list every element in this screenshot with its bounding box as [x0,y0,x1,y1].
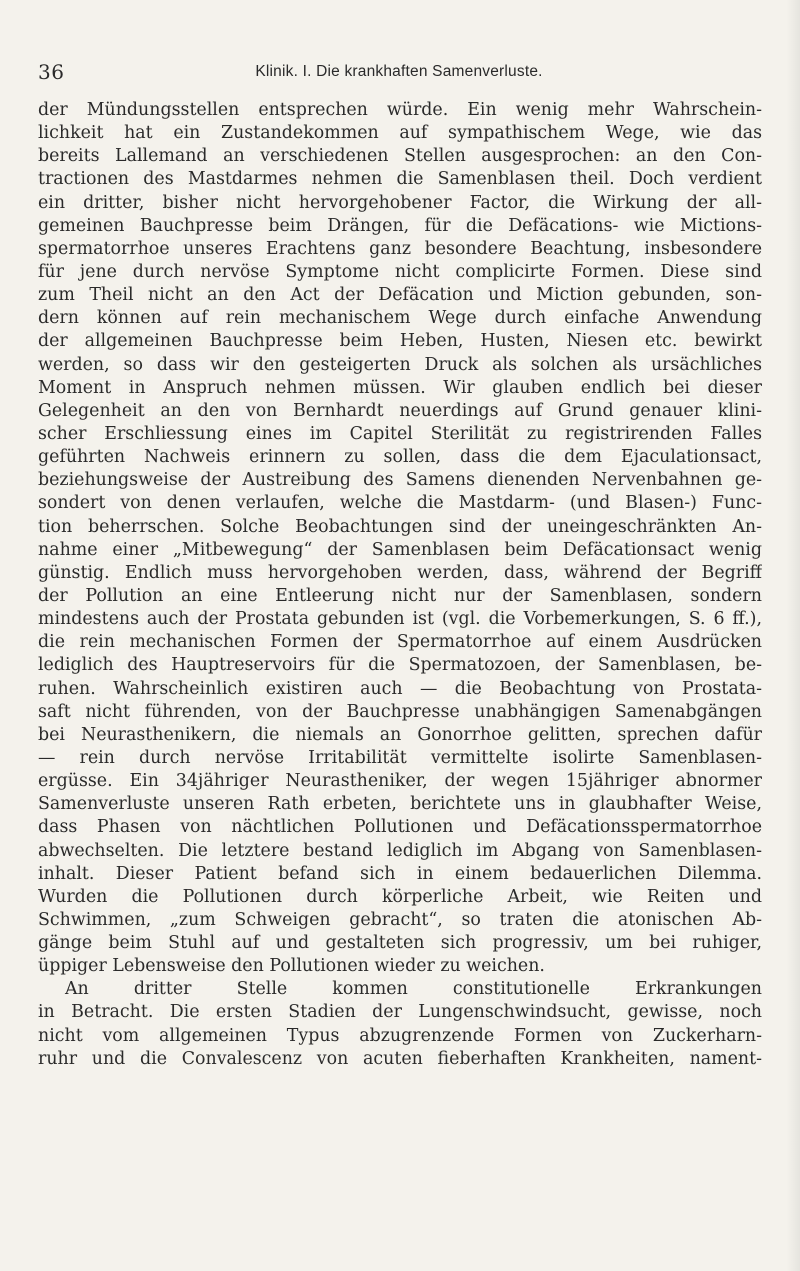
text-line: ruhr und die Convalescenz von acuten fieberhaften Krankheiten, nament- [38,1048,762,1069]
text-line: der Pollution an eine Entleerung nicht nur der Samenblasen, sondern [38,585,762,606]
text-line: bereits Lallemand an verschiedenen Stellen ausgesprochen: an den Con- [38,146,762,167]
text-line: dern können auf rein mechanischem Wege durch einfache Anwendung [38,308,762,329]
text-line: tion beherrschen. Solche Beobachtungen sind der uneingeschränkten An- [38,516,762,537]
text-line: — rein durch nervöse Irritabilität vermittelte isolirte Samenblasen- [38,747,762,768]
text-line: ruhen. Wahrscheinlich existiren auch — die Beobachtung von Prostata- [38,678,762,699]
running-head: Klinik. I. Die krankhaften Samenverluste. [255,63,543,80]
text-line: lediglich des Hauptreservoirs für die Spermatozoen, der Samenblasen, be- [38,655,762,676]
text-line: beziehungsweise der Austreibung des Samens dienenden Nervenbahnen ge- [38,470,762,491]
text-line: der allgemeinen Bauchpresse beim Heben, Husten, Niesen etc. bewirkt [38,331,762,352]
text-line: tractionen des Mastdarmes nehmen die Samenblasen theil. Doch verdient [38,169,762,190]
page-number: 36 [38,60,65,84]
text-line: günstig. Endlich muss hervorgehoben werden, dass, während der Begriff [38,562,762,583]
text-line: Moment in Anspruch nehmen müssen. Wir glauben endlich bei dieser [38,377,762,398]
text-line: sondert von denen verlaufen, welche die Mastdarm- (und Blasen-) Func- [38,493,762,514]
text-line: saft nicht führenden, von der Bauchpresse unabhängigen Samenabgängen [38,701,762,722]
text-line: gänge beim Stuhl auf und gestalteten sich progressiv, um bei ruhiger, [38,933,762,954]
text-line: mindestens auch der Prostata gebunden ist (vgl. die Vorbemerkungen, S. 6 ff.), [38,609,762,630]
text-line: werden, so dass wir den gesteigerten Druck als solchen als ursächliches [38,354,762,375]
text-line: Wurden die Pollutionen durch körperliche Arbeit, wie Reiten und [38,886,762,907]
text-line: zum Theil nicht an den Act der Defäcation und Miction gebunden, son- [38,285,762,306]
text-line: scher Erschliessung eines im Capitel Sterilität zu registrirenden Falles [38,423,762,444]
text-line: gemeinen Bauchpresse beim Drängen, für die Defäcations- wie Mictions- [38,215,762,236]
text-line: in Betracht. Die ersten Stadien der Lungenschwindsucht, gewisse, noch [38,1002,762,1023]
text-line: spermatorrhoe unseres Erachtens ganz besondere Beachtung, insbesondere [38,238,762,259]
text-line: ein dritter, bisher nicht hervorgehobener Factor, die Wirkung der all- [38,192,762,213]
text-line: dass Phasen von nächtlichen Pollutionen und Defäcationsspermatorrhoe [38,817,762,838]
page-header [38,60,760,90]
text-line-paragraph-end: üppiger Lebensweise den Pollutionen wieder zu weichen. [38,956,545,977]
text-line: geführten Nachweis erinnern zu sollen, dass die dem Ejaculationsact, [38,447,762,468]
text-line: lichkeit hat ein Zustandekommen auf sympathischem Wege, wie das [38,123,762,144]
page-edge-shadow [786,0,800,1271]
text-line: bei Neurasthenikern, die niemals an Gonorrhoe gelitten, sprechen dafür [38,724,762,745]
text-line: abwechselten. Die letztere bestand lediglich im Abgang von Samenblasen- [38,840,762,861]
text-line: Samenverluste unseren Rath erbeten, berichtete uns in glaubhafter Weise, [38,794,762,815]
text-line-paragraph-start: An dritter Stelle kommen constitutionelle Erkrankungen [65,979,762,1000]
text-line: ergüsse. Ein 34jähriger Neurastheniker, der wegen 15jähriger abnormer [38,771,762,792]
text-line: für jene durch nervöse Symptome nicht complicirte Formen. Diese sind [38,261,762,282]
body-text [38,99,762,1071]
text-line: inhalt. Dieser Patient befand sich in einem bedauerlichen Dilemma. [38,863,762,884]
text-line: der Mündungsstellen entsprechen würde. Ein wenig mehr Wahrschein- [38,100,762,120]
text-line: nicht vom allgemeinen Typus abzugrenzende Formen von Zuckerharn- [38,1025,762,1046]
text-line: die rein mechanischen Formen der Spermatorrhoe auf einem Ausdrücken [38,632,762,653]
text-line: nahme einer „Mitbewegung“ der Samenblasen beim Defäcationsact wenig [38,539,762,560]
text-line: Schwimmen, „zum Schweigen gebracht“, so traten die atonischen Ab- [38,909,762,930]
text-line: Gelegenheit an den von Bernhardt neuerdings auf Grund genauer klini- [38,400,762,421]
